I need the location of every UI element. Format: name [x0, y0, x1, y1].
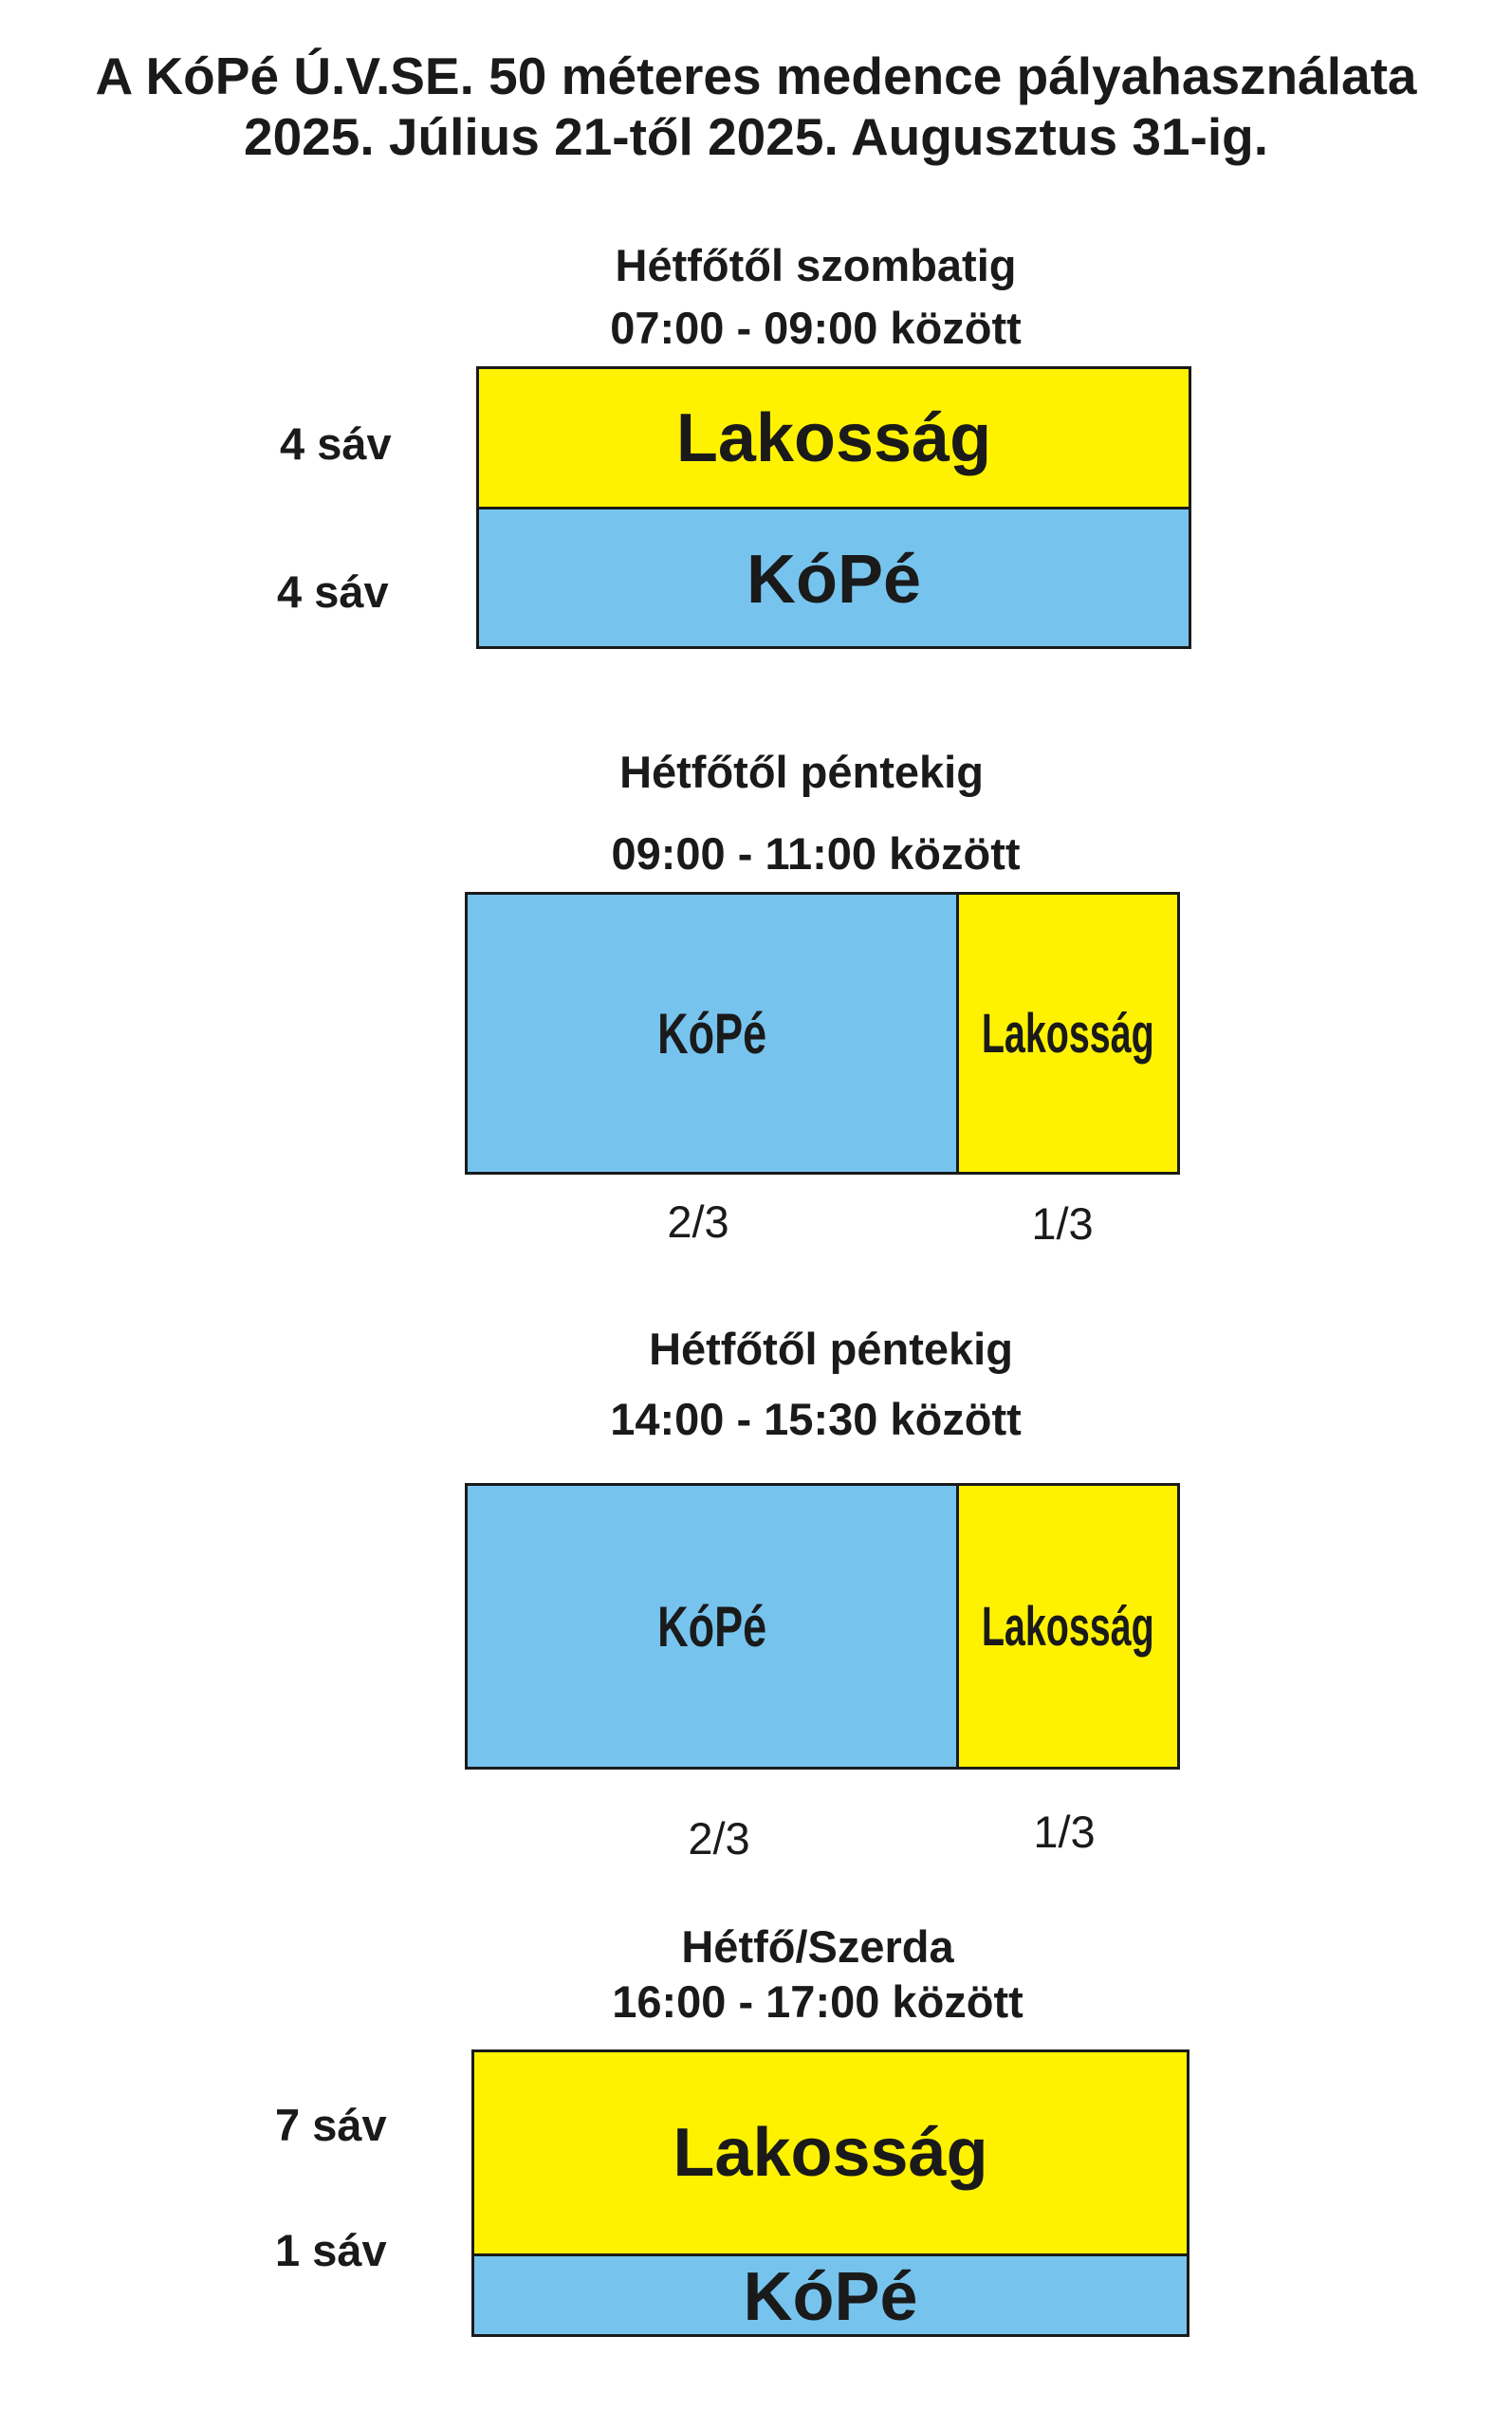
block3-zone-kope-label: KóPé — [656, 1594, 767, 1659]
block4-zone-lakossag — [474, 2052, 1187, 2256]
block1-zone-kope — [479, 510, 1189, 649]
block1-day: Hétfőtől szombatig — [615, 240, 1017, 290]
block3-zone-lakossag — [959, 1486, 1177, 1767]
block1-lanes-kope: 4 sáv — [277, 566, 389, 617]
block3-share-kope: 2/3 — [688, 1813, 750, 1863]
block1-pool — [476, 366, 1191, 649]
page-title-line-2: 2025. Július 21-től 2025. Augusztus 31-ig. — [244, 107, 1268, 166]
block3-day: Hétfőtől péntekig — [649, 1324, 1013, 1374]
block3-zone-kope — [468, 1486, 959, 1767]
block4-lanes-lakossag: 7 sáv — [275, 2100, 387, 2150]
block3-zone-lakossag-label: Lakosság — [982, 1595, 1154, 1658]
block2-zone-lakossag — [959, 895, 1177, 1172]
block4-day: Hétfő/Szerda — [681, 1921, 954, 1972]
block4-lanes-kope: 1 sáv — [275, 2225, 387, 2275]
block1-time: 07:00 - 09:00 között — [610, 303, 1022, 353]
block4-time: 16:00 - 17:00 között — [612, 1976, 1023, 2027]
block3-share-lakossag: 1/3 — [1033, 1807, 1096, 1857]
block1-zone-lakossag-label: Lakosság — [675, 399, 992, 476]
block3-time: 14:00 - 15:30 között — [610, 1394, 1022, 1444]
block2-zone-lakossag-label: Lakosság — [982, 1002, 1154, 1065]
block2-zone-kope — [468, 895, 959, 1172]
block2-time: 09:00 - 11:00 között — [611, 828, 1021, 879]
block1-zone-kope-label: KóPé — [746, 541, 922, 618]
page-title-line-1: A KóPé Ú.V.SE. 50 méteres medence pályahasználata — [95, 46, 1417, 105]
block3-pool — [465, 1483, 1180, 1770]
block2-share-lakossag: 1/3 — [1031, 1198, 1094, 1249]
block2-zone-kope-label: KóPé — [656, 1001, 767, 1066]
block4-zone-kope — [474, 2256, 1187, 2337]
block4-zone-lakossag-label: Lakosság — [673, 2115, 988, 2191]
block4-pool — [471, 2049, 1189, 2337]
block2-pool — [465, 892, 1180, 1175]
block1-zone-lakossag — [479, 369, 1189, 510]
block4-zone-kope-label: KóPé — [743, 2258, 918, 2335]
block2-share-kope: 2/3 — [667, 1196, 729, 1247]
block1-lanes-lakossag: 4 sáv — [280, 418, 392, 469]
block2-day: Hétfőtől péntekig — [619, 747, 984, 797]
